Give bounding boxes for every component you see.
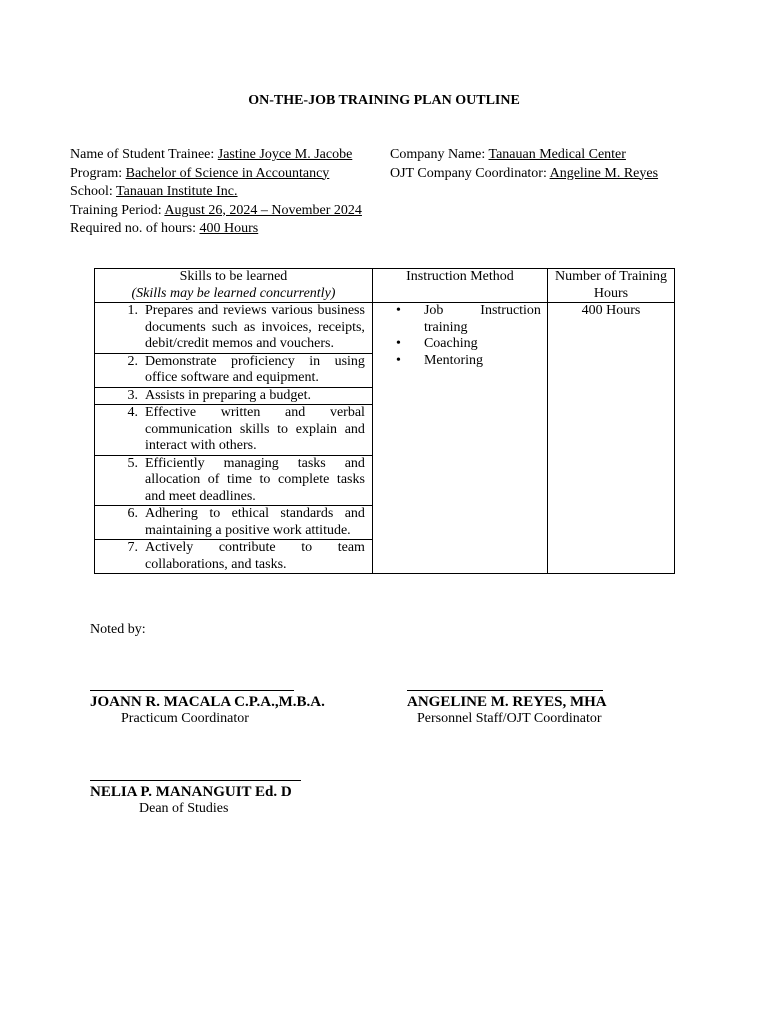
skill-cell [95, 506, 373, 540]
company-name-value: Tanauan Medical Center [488, 147, 626, 162]
skill-number: 2. [127, 353, 138, 369]
signatory-block [90, 690, 325, 727]
method-text: Mentoring [423, 352, 484, 368]
method-list [373, 303, 547, 369]
signatory-block [407, 690, 607, 727]
info-label: OJT Company Coordinator: [390, 165, 550, 181]
skill-cell [95, 387, 373, 405]
skill-cell [95, 405, 373, 456]
skill-text: Prepares and reviews various business documents such as invoices, receipts, debit/credit memos and vouchers. [145, 303, 365, 351]
skill-text: Efficiently managing tasks and allocation of time to complete tasks and meet deadlines. [145, 455, 365, 504]
skills-header-note: (Skills may be learned concurrently) [131, 285, 336, 301]
coordinator-row [390, 165, 658, 184]
method-text: Job Instruction training [423, 303, 541, 335]
list-item [373, 336, 547, 353]
skill-text: Effective written and verbal communication skills to explain and interact with others. [145, 405, 365, 453]
hours-header: Number of Training Hours [547, 269, 674, 303]
coordinator-value: Angeline M. Reyes [549, 165, 659, 181]
required-hours-row [70, 220, 362, 239]
info-label: Program: [70, 165, 126, 181]
hours-cell: 400 Hours [547, 303, 674, 574]
noted-by-label: Noted by: [90, 622, 146, 637]
skill-number: 3. [127, 387, 138, 403]
skill-cell [95, 353, 373, 387]
info-label: School: [70, 184, 117, 199]
school-row [70, 183, 362, 202]
skill-text: Actively contribute to team collaborations, and tasks. [145, 540, 365, 572]
skill-text: Adhering to ethical standards and maintaining a positive work attitude. [145, 506, 365, 538]
training-plan-table [94, 268, 675, 574]
method-header: Instruction Method [372, 269, 547, 303]
company-info [390, 146, 658, 183]
trainee-name: Jastine Joyce M. Jacobe [217, 147, 353, 162]
method-cell [372, 303, 547, 574]
program-row [70, 165, 362, 184]
skill-text: Assists in preparing a budget. [145, 387, 312, 403]
skill-number: 4. [127, 405, 138, 420]
skills-header-label: Skills to be learned [179, 269, 288, 284]
signature-line [90, 690, 294, 691]
info-label: Name of Student Trainee: [70, 147, 218, 162]
skill-number: 1. [127, 303, 138, 318]
signatory-name: ANGELINE M. REYES, MHA [407, 694, 607, 710]
list-item [373, 303, 547, 336]
skill-cell [95, 303, 373, 354]
skill-cell [95, 455, 373, 506]
trainee-info [70, 146, 362, 239]
training-period-value: August 26, 2024 – November 2024 [164, 202, 362, 218]
signatory-role: Practicum Coordinator [121, 711, 249, 726]
trainee-name-row [70, 146, 362, 165]
bullet-icon: • [395, 303, 401, 318]
skills-header [95, 269, 373, 303]
skill-number: 6. [127, 506, 138, 521]
document-title: ON-THE-JOB TRAINING PLAN OUTLINE [248, 93, 520, 108]
skill-number: 7. [127, 540, 138, 555]
table-row [95, 303, 675, 354]
signatory-block [90, 780, 301, 817]
school-value: Tanauan Institute Inc. [116, 184, 238, 199]
list-item [373, 353, 547, 370]
skill-cell [95, 540, 373, 574]
method-text: Coaching [423, 336, 478, 351]
signature-line [90, 780, 301, 781]
signatory-name: NELIA P. MANANGUIT Ed. D [90, 784, 292, 800]
bullet-icon: • [395, 352, 401, 368]
program-value: Bachelor of Science in Accountancy [125, 165, 330, 181]
signatory-name: JOANN R. MACALA C.P.A.,M.B.A. [90, 694, 325, 710]
training-period-row [70, 202, 362, 221]
info-label: Required no. of hours: [70, 221, 200, 236]
signature-line [407, 690, 603, 691]
signatory-role: Dean of Studies [139, 801, 229, 816]
info-label: Company Name: [390, 147, 489, 162]
company-name-row [390, 146, 658, 165]
bullet-icon: • [395, 336, 401, 351]
signatory-role: Personnel Staff/OJT Coordinator [417, 711, 602, 726]
skill-text: Demonstrate proficiency in using office software and equipment. [145, 353, 365, 385]
required-hours-value: 400 Hours [199, 221, 259, 236]
table-header-row [95, 269, 675, 303]
skill-number: 5. [127, 455, 138, 471]
info-label: Training Period: [70, 202, 165, 218]
